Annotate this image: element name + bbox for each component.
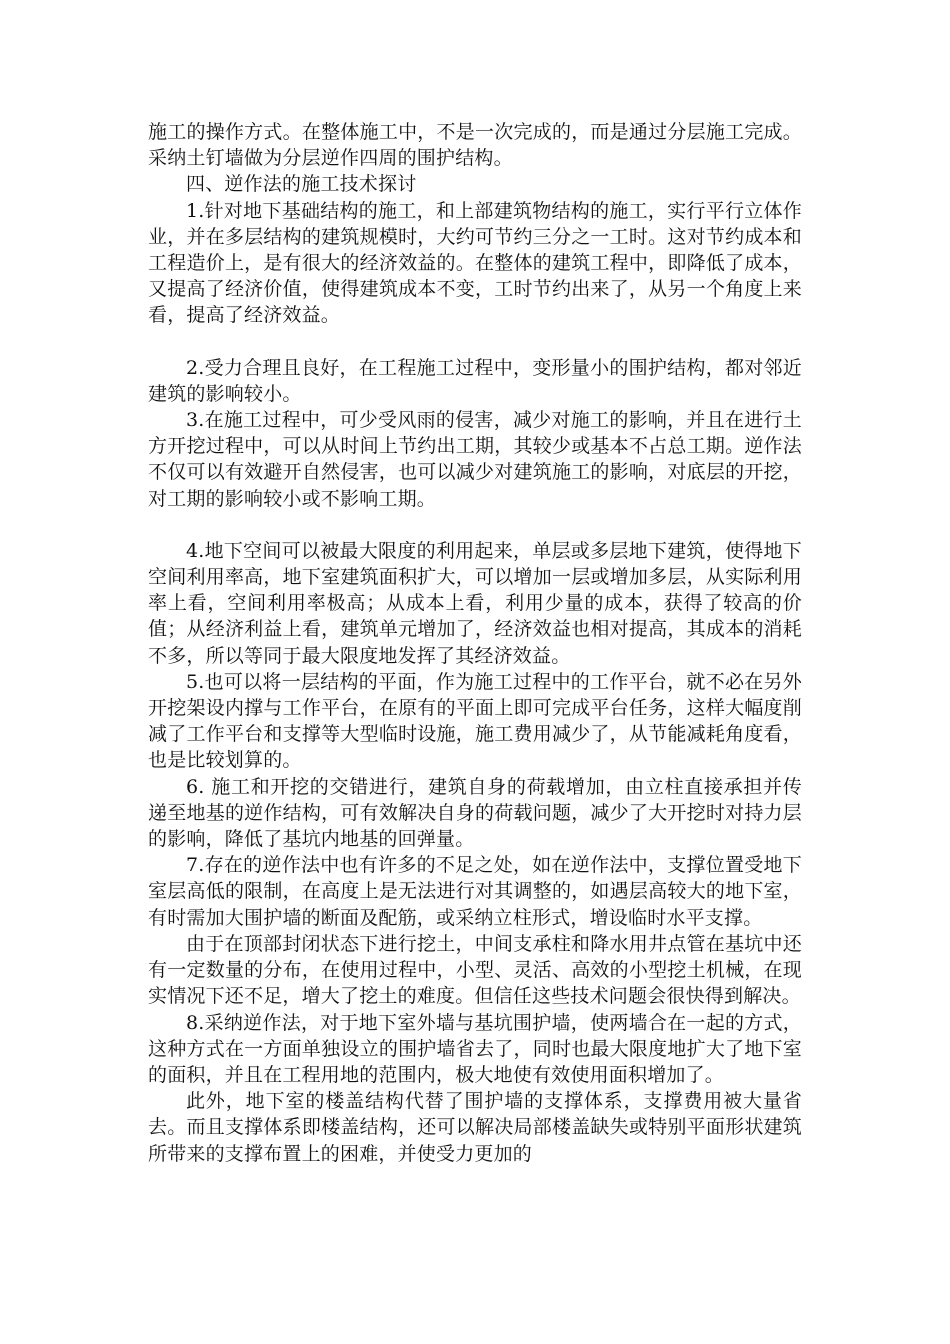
paragraph-item-7-continued: 由于在顶部封闭状态下进行挖土，中间支承柱和降水用井点管在基坑中还有一定数量的分布，在使用过程中，小型、灵活、高效的小型挖土机械，在现实情况下还不足，增大了挖土的难度。但信任这些技术问题会很快得到解决。 <box>148 932 802 1008</box>
paragraph-item-7: 7.存在的逆作法中也有许多的不足之处，如在逆作法中，支撑位置受地下室层高低的限制，在高度上是无法进行对其调整的，如遇层高较大的地下室，有时需加大围护墙的断面及配筋，或采纳立柱形式，增设临时水平支撑。 <box>148 854 802 929</box>
paragraph-item-5: 5.也可以将一层结构的平面，作为施工过程中的工作平台，就不必在另外开挖架设内撑与工作平台，在原有的平面上即可完成平台任务，这样大幅度削减了工作平台和支撑等大型临时设施，施工费用减少了，从节能减耗角度看，也是比较划算的。 <box>148 670 802 772</box>
paragraph-item-8: 8.采纳逆作法，对于地下室外墙与基坑围护墙，使两墙合在一起的方式，这种方式在一方面单独设立的围护墙省去了，同时也最大限度地扩大了地下室的面积，并且在工程用地的范围内，极大地使有效使用面积增加了。 <box>148 1011 802 1086</box>
paragraph-item-3: 3.在施工过程中，可少受风雨的侵害，减少对施工的影响，并且在进行土方开挖过程中，可以从时间上节约出工期，其较少或基本不占总工期。逆作法不仅可以有效避开自然侵害，也可以减少对建筑施工的影响，对底层的开挖，对工期的影响较小或不影响工期。 <box>148 409 802 510</box>
paragraph-continuation: 施工的操作方式。在整体施工中，不是一次完成的，而是通过分层施工完成。采纳土钉墙做为分层逆作四周的围护结构。 <box>148 121 802 170</box>
paragraph-item-1: 1.针对地下基础结构的施工，和上部建筑物结构的施工，实行平行立体作业，并在多层结构的建筑规模时，大约可节约三分之一工时。这对节约成本和工程造价上，是有很大的经济效益的。在整体的建筑工程中，即降低了成本，又提高了经济价值，使得建筑成本不变，工时节约出来了，从另一个角度上来看，提高了经济效益。 <box>148 199 802 327</box>
paragraph-item-4: 4.地下空间可以被最大限度的利用起来，单层或多层地下建筑，使得地下空间利用率高，地下室建筑面积扩大，可以增加一层或增加多层，从实际利用率上看，空间利用率极高；从成本上看，利用少量的成本，获得了较高的价值；从经济利益上看，建筑单元增加了，经济效益也相对提高，其成本的消耗不多，所以等同于最大限度地发挥了其经济效益。 <box>148 539 802 667</box>
paragraph-item-6: 6. 施工和开挖的交错进行，建筑自身的荷载增加，由立柱直接承担并传递至地基的逆作结构，可有效解决自身的荷载问题，减少了大开挖时对持力层的影响，降低了基坑内地基的回弹量。 <box>148 775 802 851</box>
paragraph-supplement: 此外，地下室的楼盖结构代替了围护墙的支撑体系，支撑费用被大量省去。而且支撑体系即楼盖结构，还可以解决局部楼盖缺失或特别平面形状建筑所带来的支撑布置上的困难，并使受力更加的 <box>148 1090 802 1165</box>
section-heading: 四、逆作法的施工技术探讨 <box>186 173 417 196</box>
paragraph-item-2: 2.受力合理且良好，在工程施工过程中，变形量小的围护结构，都对邻近建筑的影响较小。 <box>148 356 802 405</box>
document-body <box>148 119 802 1167</box>
